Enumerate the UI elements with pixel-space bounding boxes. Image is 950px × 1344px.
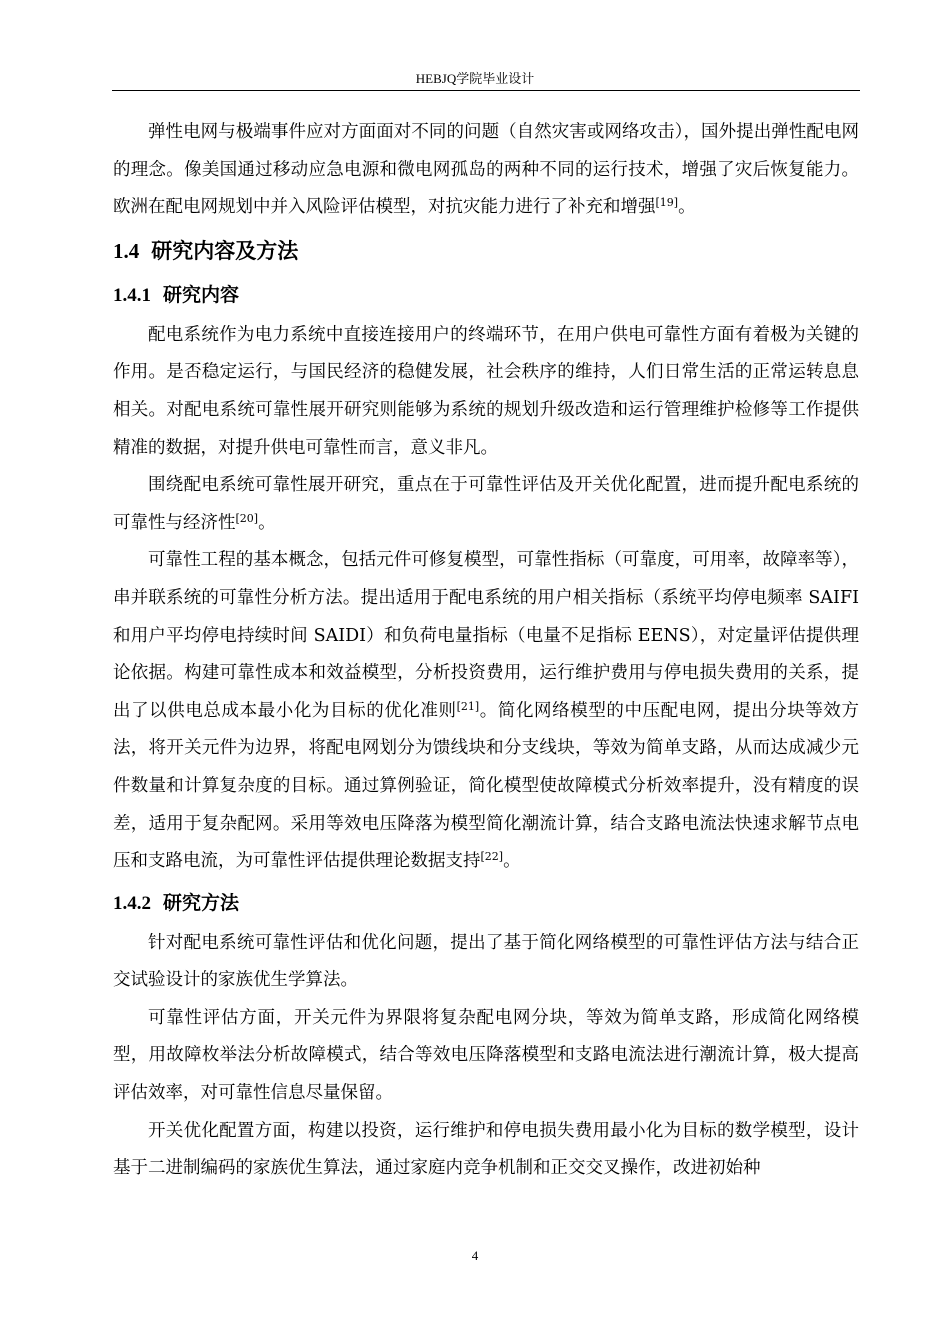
page-number: 4 <box>471 1248 479 1263</box>
page-body <box>113 114 859 1188</box>
section-number: 1.4 <box>113 238 140 263</box>
paragraph-resilient-grid: 弹性电网与极端事件应对方面面对不同的问题（自然灾害或网络攻击），国外提出弹性配电网的理念。像美国通过移动应急电源和微电网孤岛的两种不同的运行技术，增强了灾后恢复能力。欧洲在配电网规划中并入风险评估模型，对抗灾能力进行了补充和增强[19]。 <box>113 122 859 218</box>
paragraph-reliability-evaluation: 可靠性评估方面，开关元件为界限将复杂配电网分块，等效为简单支路，形成简化网络模型，用故障枚举法分析故障模式，结合等效电压降落模型和支路电流法进行潮流计算，极大提高评估效率，对可靠性信息尽量保留。 <box>113 1007 859 1104</box>
subsection-number: 1.4.2 <box>113 892 151 914</box>
subsection-title: 研究方法 <box>163 891 240 914</box>
paragraph-reliability-engineering: 可靠性工程的基本概念，包括元件可修复模型，可靠性指标（可靠度，可用率，故障率等），串并联系统的可靠性分析方法。提出适用于配电系统的用户相关指标（系统平均停电频率 SAIFI 和用户平均停电持续时间 SAIDI）和负荷电量指标（电量不足指标 EENS），对定量评估提供理论依据。构建可靠性成本和效益模型，分析投资费用，运行维护费用与停电损失费用的关系，提出了以供电总成本最小化为目标的优化准则[21]。简化网络模型的中压配电网，提出分块等效方法，将开关元件为边界，将配电网划分为馈线块和分支线块，等效为简单支路，从而达成减少元件数量和计算复杂度的目标。通过算例验证，简化模型使故障模式分析效率提升，没有精度的误差，适用于复杂配网。采用等效电压降落为模型简化潮流计算，结合支路电流法快速求解节点电压和支路电流，为可靠性评估提供理论数据支持[22]。 <box>113 550 860 872</box>
section-heading-1-4 <box>113 227 859 273</box>
citation-21: [21] <box>456 699 480 713</box>
running-header-title: HEBJQ学院毕业设计 <box>415 71 535 86</box>
subsection-title: 研究内容 <box>163 283 240 306</box>
citation-22: [22] <box>480 850 504 864</box>
header-rule <box>112 90 860 91</box>
subsection-heading-1-4-1 <box>113 273 859 317</box>
citation-19: [19] <box>655 196 679 210</box>
paragraph-research-focus: 围绕配电系统可靠性展开研究，重点在于可靠性评估及开关优化配置，进而提升配电系统的可靠性与经济性[20]。 <box>113 475 859 533</box>
section-title: 研究内容及方法 <box>151 238 299 263</box>
citation-20: [20] <box>235 511 259 525</box>
paragraph-method-overview: 针对配电系统可靠性评估和优化问题，提出了基于简化网络模型的可靠性评估方法与结合正交试验设计的家族优生学算法。 <box>113 932 859 991</box>
subsection-number: 1.4.1 <box>113 284 151 306</box>
paragraph-distribution-role: 配电系统作为电力系统中直接连接用户的终端环节，在用户供电可靠性方面有着极为关键的作用。是否稳定运行，与国民经济的稳健发展，社会秩序的维持，人们日常生活的正常运转息息相关。对配电系统可靠性展开研究则能够为系统的规划升级改造和运行管理维护检修等工作提供精准的数据，对提升供电可靠性而言，意义非凡。 <box>113 324 859 458</box>
subsection-heading-1-4-2 <box>113 881 859 925</box>
paragraph-switch-optimization: 开关优化配置方面，构建以投资，运行维护和停电损失费用最小化为目标的数学模型，设计基于二进制编码的家族优生算法，通过家庭内竞争机制和正交交叉操作，改进初始种 <box>113 1120 859 1179</box>
